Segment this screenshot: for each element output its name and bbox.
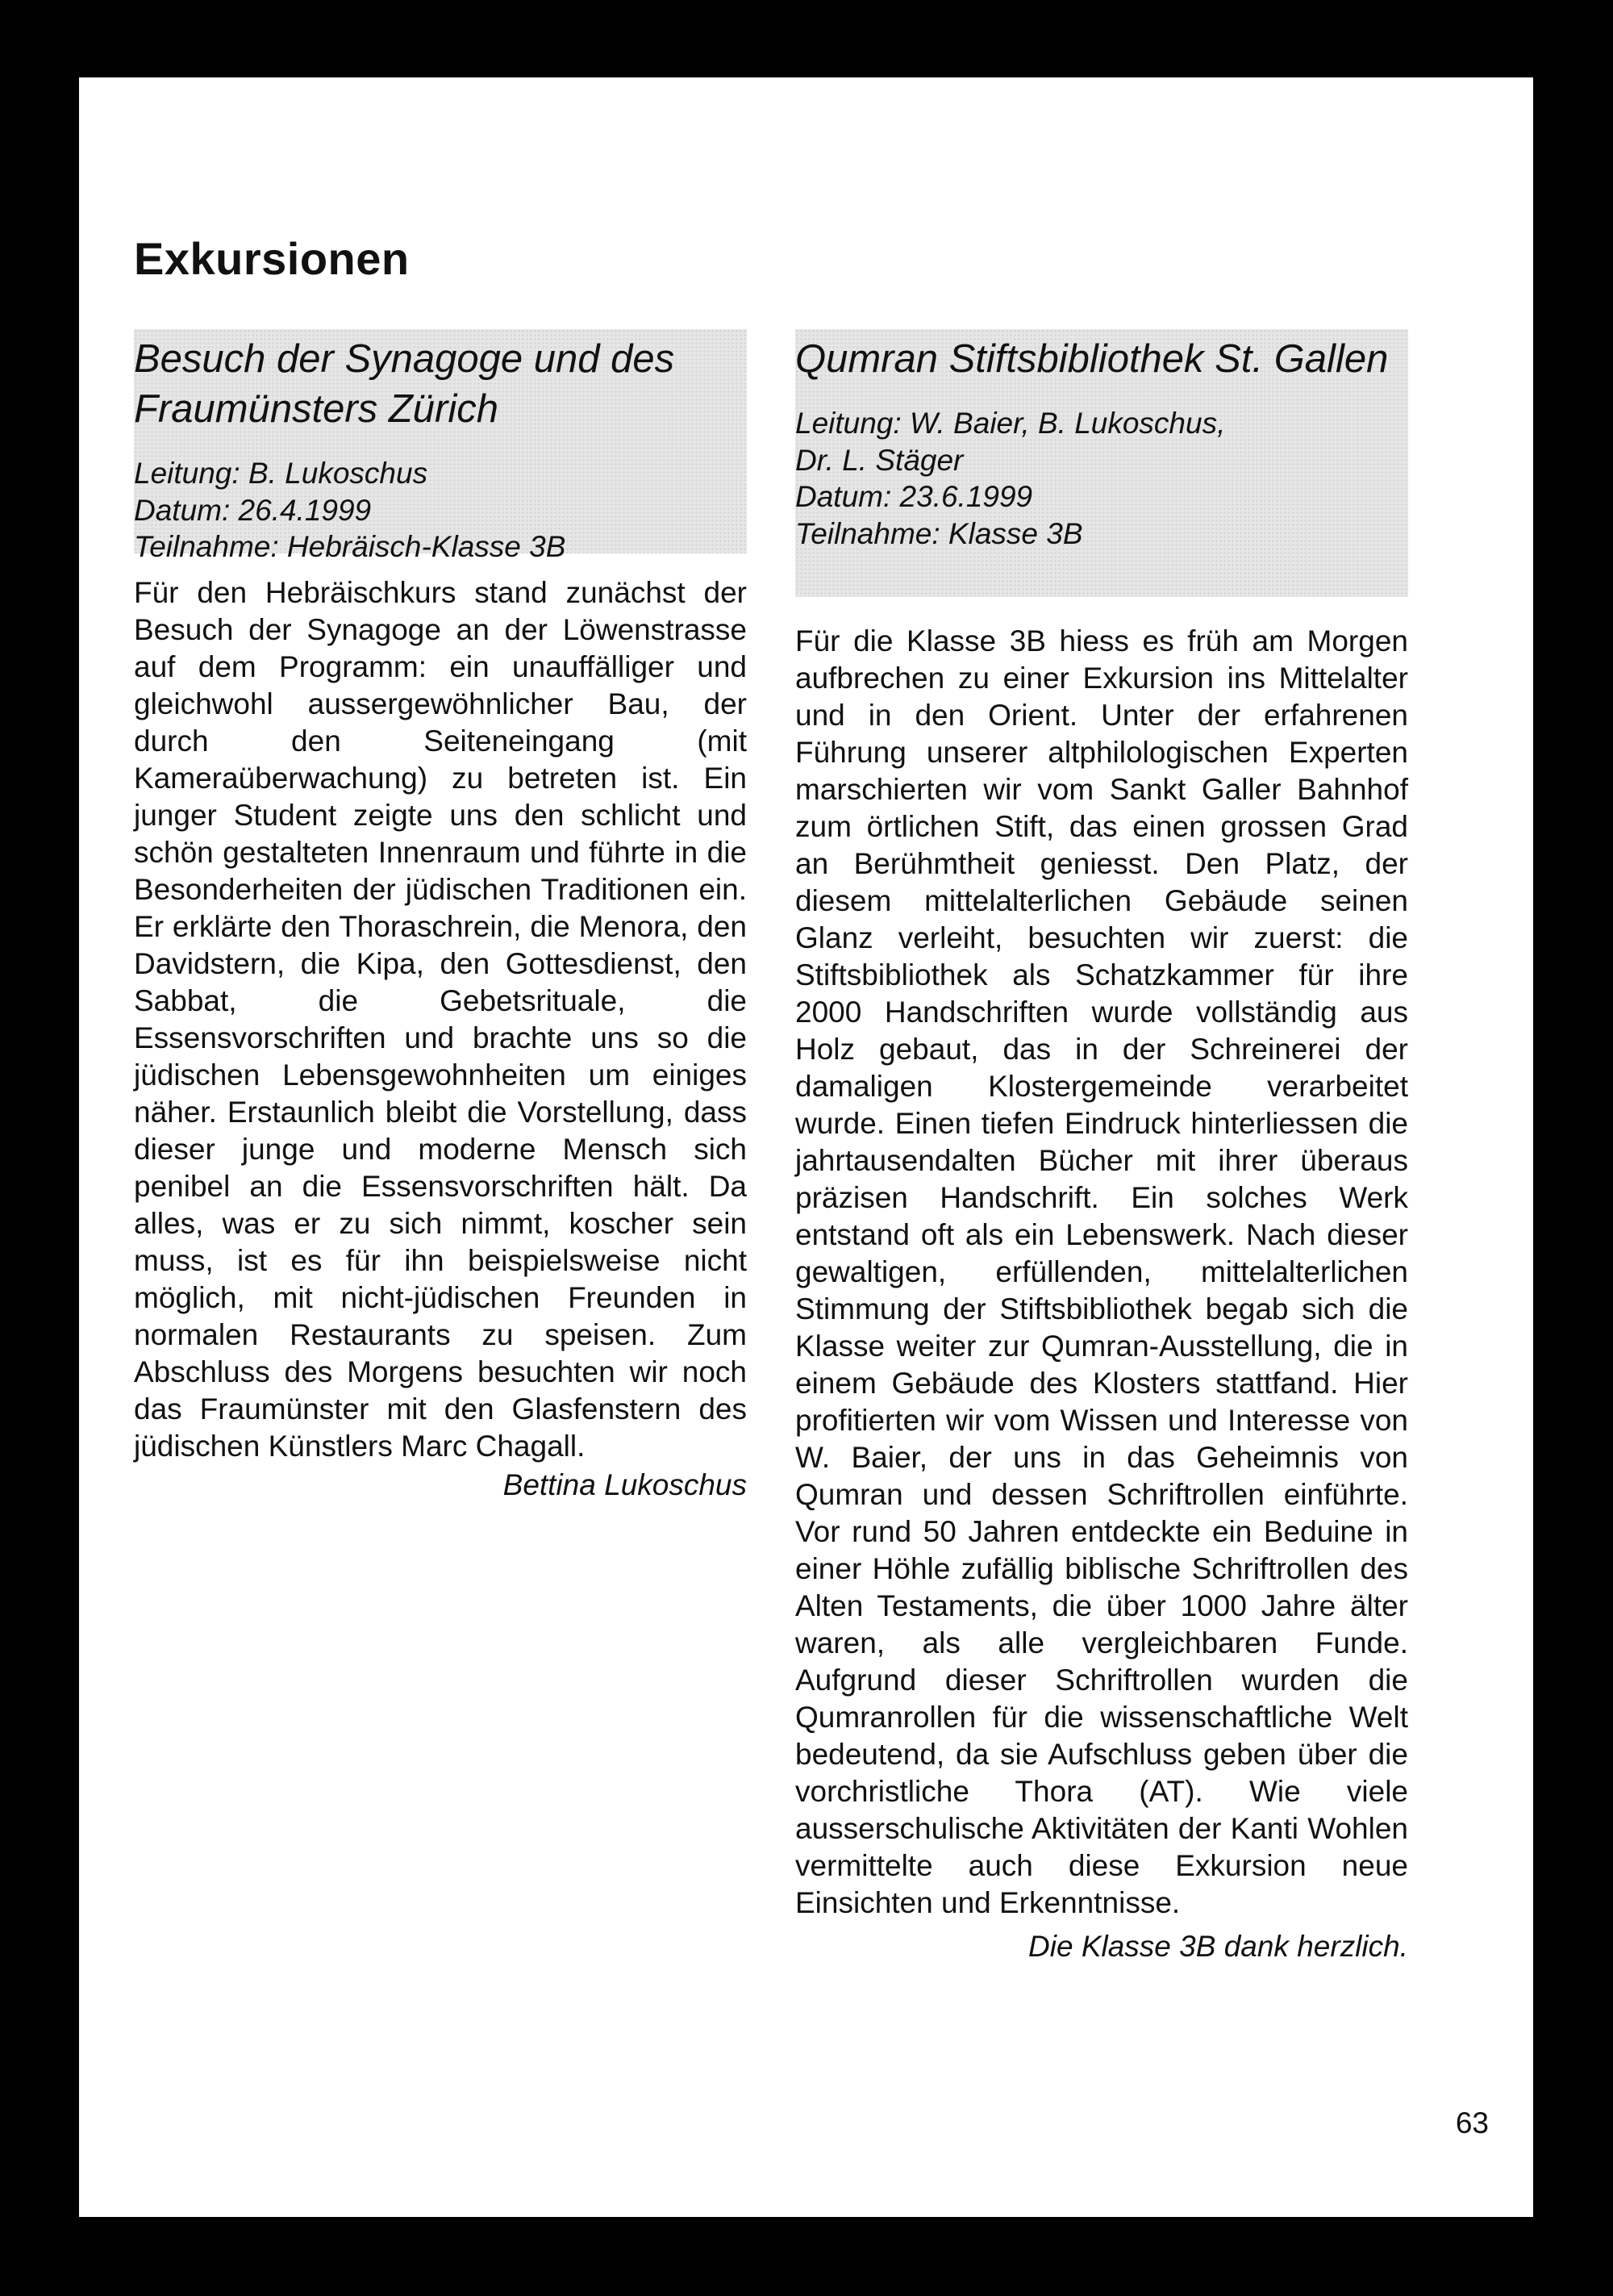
- meta-datum: Datum: 26.4.1999: [134, 493, 372, 527]
- meta-datum: Datum: 23.6.1999: [795, 480, 1033, 513]
- article-header: [795, 329, 1408, 597]
- article-title: Besuch der Synagoge und des Fraumünsters Zürich: [134, 337, 675, 431]
- meta-teilnahme: Teilnahme: Klasse 3B: [795, 516, 1083, 550]
- article-title: Qumran Stiftsbibliothek St. Gallen: [795, 337, 1389, 381]
- meta-teilnahme: Teilnahme: Hebräisch-Klasse 3B: [134, 530, 566, 563]
- article-meta: [795, 405, 1408, 552]
- page-title: Exkursionen: [134, 233, 410, 284]
- article-signature: Bettina Lukoschus: [502, 1468, 747, 1501]
- meta-leitung: Leitung: B. Lukoschus: [134, 457, 428, 490]
- meta-leitung-cont: Dr. L. Stäger: [795, 443, 964, 477]
- page-number: 63: [1455, 2106, 1489, 2139]
- meta-leitung: Leitung: W. Baier, B. Lukoschus,: [795, 407, 1226, 440]
- article-qumran: [795, 329, 1408, 1965]
- article-body: Für den Hebräischkurs stand zunächst der Besuch der Synagoge an der Löwenstrasse auf dem Programm: ein unauffälliger und gleichwohl aussergewöhnlicher Bau, der durch den Seiteneingang (mit Kameraüberwachung) zu betreten ist. Ein junger Student zeigte uns den schlicht und schön gestalteten Innenraum und führte in die Besonderheiten der jüdischen Traditionen ein. Er erklärte den Thoraschrein, die Menora, den Davidstern, die Kipa, den Gottesdienst, den Sabbat, die Gebetsrituale, die Essensvorschriften und brachte uns so die jüdischen Lebensgewohnheiten um einiges näher. Erstaunlich bleibt die Vorstellung, dass dieser junge und moderne Mensch sich penibel an die Essensvorschriften hält. Da alles, was er zu sich nimmt, koscher sein muss, ist es für ihn beispielsweise nicht möglich, mit nicht-jüdischen Freunden in normalen Restaurants zu speisen. Zum Abschluss des Morgens besuchten wir noch das Fraumünster mit den Glasfenstern des jüdischen Künstlers Marc Chagall.: [134, 576, 747, 1463]
- magazine-page: [79, 77, 1533, 2217]
- article-body: Für die Klasse 3B hiess es früh am Morgen aufbrechen zu einer Exkursion ins Mittelalter und in den Orient. Unter der erfahrenen Führung unserer altphilologischen Experten marschierten wir vom Sankt Galler Bahnhof zum örtlichen Stift, das einen grossen Grad an Berühmtheit geniesst. Den Platz, der diesem mittelalterlichen Gebäude seinen Glanz verleiht, besuchten wir zuerst: die Stiftsbibliothek als Schatzkammer für ihre 2000 Handschriften wurde vollständig aus Holz gebaut, das in der Schreinerei der damaligen Klostergemeinde verarbeitet wurde. Einen tiefen Eindruck hinterliessen die jahrtausendalten Bücher mit ihrer überaus präzisen Handschrift. Ein solches Werk entstand oft als ein Lebenswerk. Nach dieser gewaltigen, erfüllenden, mittelalterlichen Stimmung der Stiftsbibliothek begab sich die Klasse weiter zur Qumran-Ausstellung, die in einem Gebäude des Klosters stattfand. Hier profitierten wir vom Wissen und Interesse von W. Baier, der uns in das Geheimnis von Qumran und dessen Schriftrollen einführte. Vor rund 50 Jahren entdeckte ein Beduine in einer Höhle zufällig biblische Schriftrollen des Alten Testaments, die über 1000 Jahre älter waren, als alle vergleichbaren Funde. Aufgrund dieser Schriftrollen wurden die Qumranrollen für die wissenschaftliche Welt bedeutend, da sie Aufschluss geben über die vorchristliche Thora (AT). Wie viele ausserschulische Aktivitäten der Kanti Wohlen vermittelte auch diese Exkursion neue Einsichten und Erkenntnisse.: [795, 624, 1408, 1919]
- article-synagoge: [134, 329, 747, 1504]
- article-header: [134, 329, 747, 563]
- article-signature: Die Klasse 3B dank herzlich.: [1028, 1930, 1408, 1963]
- article-meta: [134, 455, 747, 566]
